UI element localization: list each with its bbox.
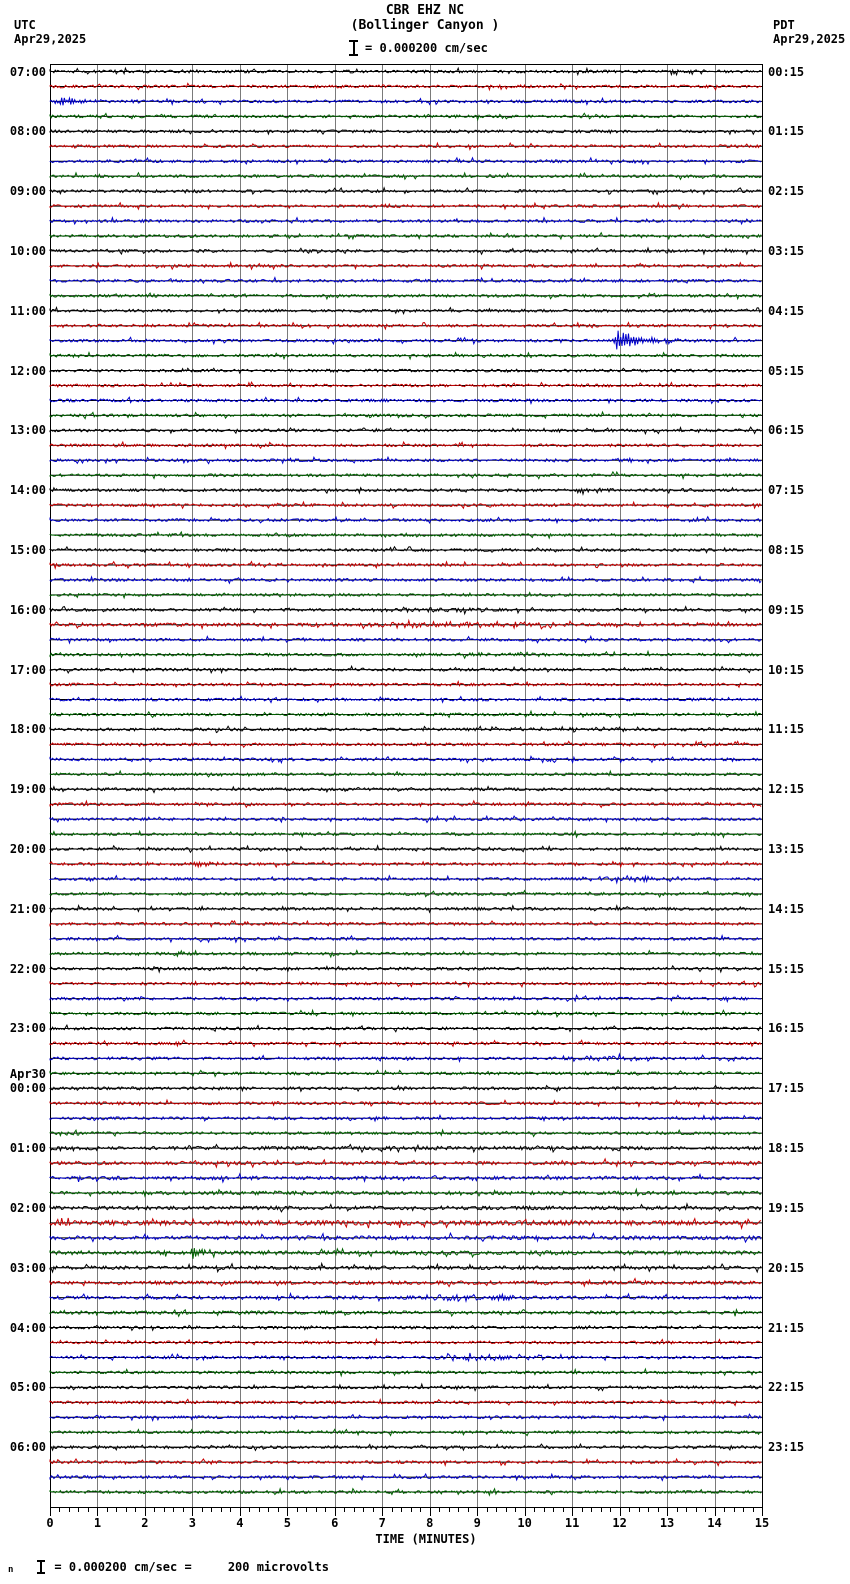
trace-row (50, 488, 761, 494)
hour-label-left: 10:00 (9, 243, 46, 258)
hour-label-left: 08:00 (9, 124, 46, 139)
trace-row (50, 711, 761, 717)
hour-label-left: 20:00 (9, 842, 46, 857)
station-location: (Bollinger Canyon ) (350, 18, 500, 33)
trace-row (50, 1353, 761, 1361)
trace-row (50, 1054, 761, 1061)
hour-label-right: 16:15 (768, 1021, 805, 1036)
hour-label-right: 01:15 (768, 124, 805, 139)
hour-label-left: 18:00 (9, 722, 46, 737)
trace-row (50, 593, 761, 598)
hour-label-right: 06:15 (768, 423, 805, 438)
hour-label-right: 15:15 (768, 961, 805, 976)
date-left-label: Apr29,2025 (14, 32, 87, 46)
hour-label-left: 06:00 (9, 1440, 46, 1455)
trace-row (50, 323, 761, 329)
footer-scale-note (8, 1558, 329, 1576)
trace-row (50, 1159, 761, 1167)
hour-label-right: 18:15 (768, 1141, 805, 1156)
trace-row (50, 771, 761, 777)
hour-label-left: 01:00 (9, 1141, 46, 1156)
hour-label-right: 04:15 (768, 303, 805, 318)
hour-label-left: 09:00 (9, 184, 46, 199)
timezone-left-label: UTC (14, 18, 36, 32)
hour-label-right: 13:15 (768, 842, 805, 857)
trace-row (50, 1248, 761, 1259)
hour-label-right: 07:15 (768, 483, 805, 498)
hour-label-right: 12:15 (768, 782, 805, 797)
hour-label-left: 23:00 (9, 1021, 46, 1036)
x-axis-title: TIME (MINUTES) (375, 1532, 477, 1546)
amplitude-scale-label: = 0.000200 cm/sec (365, 41, 488, 55)
trace-row (50, 532, 761, 538)
axis-tick-label: 1 (93, 1516, 102, 1530)
hour-label-left: 15:00 (9, 542, 46, 557)
trace-row (50, 203, 761, 209)
hour-label-left: 17:00 (9, 662, 46, 677)
hour-label-right: 02:15 (768, 184, 805, 199)
hour-label-right: 19:15 (768, 1200, 805, 1215)
station-title: CBR EHZ NC (385, 3, 465, 18)
hour-label-left: 16:00 (9, 602, 46, 617)
hour-label-right: 05:15 (768, 363, 805, 378)
axis-tick-label: 7 (378, 1516, 386, 1530)
footer-scale-text: = 0.000200 cm/sec = 200 microvolts (54, 1560, 329, 1574)
date-right-label: Apr29,2025 (773, 32, 846, 46)
axis-tick-label: 6 (331, 1516, 339, 1530)
axis-tick-label: 4 (236, 1516, 244, 1530)
hour-label-left: 21:00 (9, 901, 46, 916)
hour-label-left: 13:00 (9, 423, 46, 438)
axis-tick-label: 5 (283, 1516, 291, 1530)
trace-row (50, 331, 761, 350)
hour-label-right: 20:15 (768, 1260, 805, 1275)
trace-row (50, 1010, 761, 1017)
axis-tick-label: 12 (612, 1516, 627, 1530)
hour-label-left: 22:00 (9, 961, 46, 976)
hour-label-left: 00:00 (9, 1081, 46, 1096)
hour-label-right: 23:15 (768, 1440, 805, 1455)
timezone-right-label: PDT (773, 18, 795, 32)
footer-scale-bar-icon (37, 1560, 45, 1574)
hour-label-right: 10:15 (768, 662, 805, 677)
date-marker: Apr30 (9, 1067, 46, 1082)
hour-label-left: 14:00 (9, 483, 46, 498)
axis-tick-label: 11 (564, 1516, 580, 1530)
trace-row (50, 397, 761, 403)
axis-tick-label: 10 (517, 1516, 532, 1530)
axis-tick-label: 8 (426, 1516, 434, 1530)
hour-label-left: 02:00 (9, 1200, 46, 1215)
trace-row (50, 382, 761, 387)
axis-tick-label: 0 (46, 1516, 54, 1530)
hour-label-left: 07:00 (9, 64, 46, 79)
hour-label-left: 19:00 (9, 782, 46, 797)
hour-label-left: 04:00 (9, 1320, 46, 1335)
hour-label-left: 03:00 (9, 1260, 46, 1275)
hour-label-left: 11:00 (9, 303, 46, 318)
axis-tick-label: 15 (754, 1516, 770, 1530)
hour-label-left: 12:00 (9, 363, 46, 378)
hour-label-right: 09:15 (768, 602, 805, 617)
hour-label-right: 14:15 (768, 901, 805, 916)
hour-label-right: 22:15 (768, 1380, 805, 1395)
trace-row (50, 130, 761, 135)
trace-row (50, 1264, 761, 1273)
trace-row (50, 218, 761, 224)
axis-tick-label: 13 (659, 1516, 675, 1530)
axis-tick-label: 14 (707, 1516, 722, 1530)
hour-label-right: 17:15 (768, 1081, 805, 1096)
hour-label-left: 05:00 (9, 1380, 46, 1395)
hour-label-right: 00:15 (768, 64, 805, 79)
hour-label-right: 21:15 (768, 1320, 805, 1335)
axis-tick-label: 2 (141, 1516, 149, 1530)
footer-sub-prefix: n (8, 1565, 14, 1575)
trace-row (50, 233, 761, 239)
axis-tick-label: 3 (188, 1516, 196, 1530)
hour-label-right: 08:15 (768, 542, 805, 557)
hour-label-right: 11:15 (768, 722, 805, 737)
hour-label-right: 03:15 (768, 243, 805, 258)
axis-tick-label: 9 (473, 1516, 481, 1530)
